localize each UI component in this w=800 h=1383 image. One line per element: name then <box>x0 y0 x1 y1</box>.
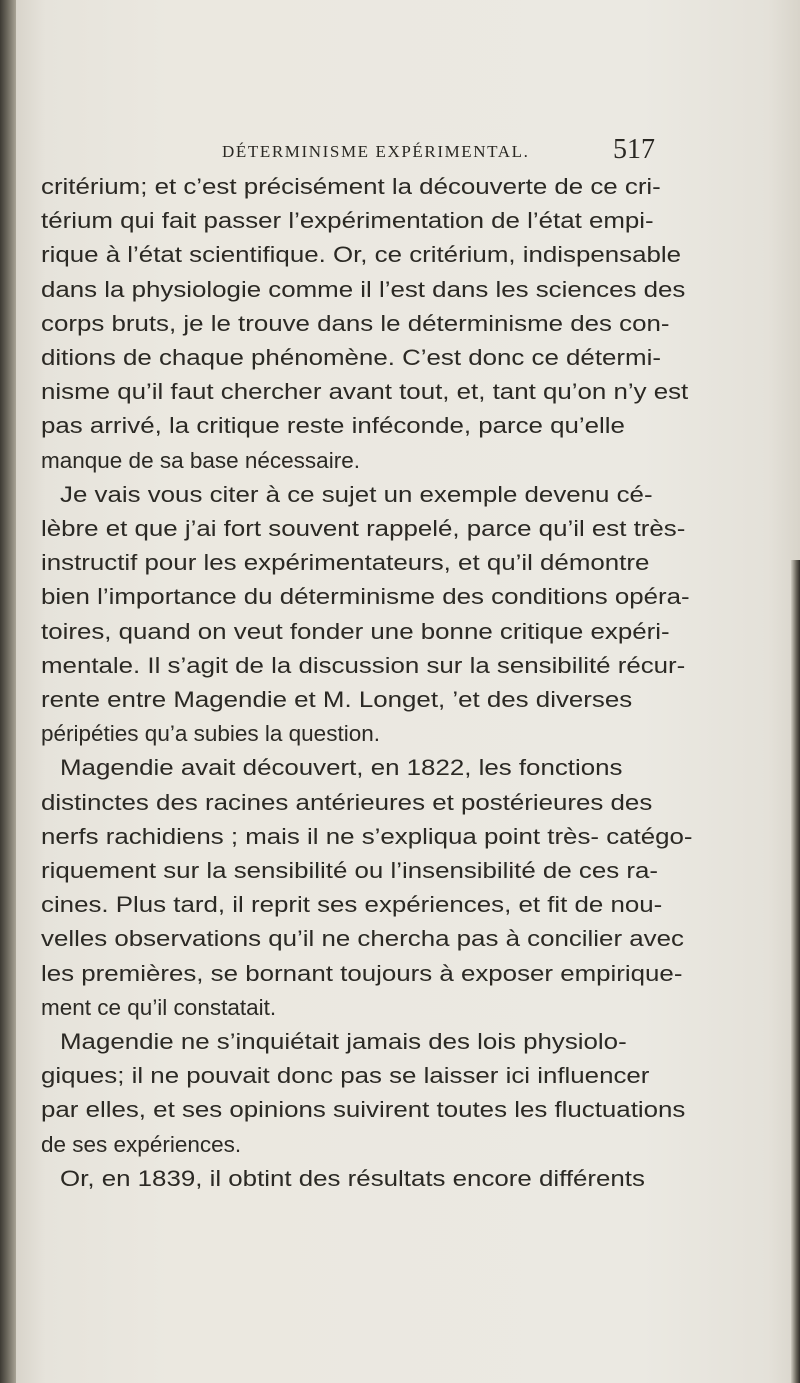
page-header <box>0 134 800 168</box>
page-number: 517 <box>613 134 655 165</box>
text-line: Je vais vous citer à ce sujet un exemple devenu cé- <box>60 481 653 507</box>
text-line: lèbre et que j’ai fort souvent rappelé, parce qu’il est très- <box>41 516 686 541</box>
text-line: corps bruts, je le trouve dans le déterminisme des con- <box>41 310 670 336</box>
text-line: ditions de chaque phénomène. C’est donc ce détermi- <box>41 345 661 370</box>
text-line: nisme qu’il faut chercher avant tout, et, tant qu’on n’y est <box>41 379 689 405</box>
binding-shadow <box>0 0 16 1383</box>
text-line: nerfs rachidiens ; mais il ne s’expliqua point très- catégo- <box>41 823 693 849</box>
text-line: Magendie ne s’inquiétait jamais des lois physiolo- <box>60 1029 627 1054</box>
text-line: bien l’importance du déterminisme des conditions opéra- <box>41 584 690 610</box>
text-line: mentale. Il s’agit de la discussion sur la sensibilité récur- <box>41 652 686 678</box>
text-line: térium qui fait passer l’expérimentation de l’état empi- <box>41 208 654 234</box>
text-line: de ses expériences. <box>41 1131 242 1157</box>
text-line: distinctes des racines antérieures et postérieures des <box>41 789 653 815</box>
text-line: ment ce qu’il constatait. <box>41 994 277 1020</box>
text-line: cines. Plus tard, il reprit ses expériences, et fit de nou- <box>41 892 663 918</box>
text-line: les premières, se bornant toujours à exposer empirique- <box>41 960 683 986</box>
text-line: instructif pour les expérimentateurs, et qu’il démontre <box>41 550 650 576</box>
text-line: toires, quand on veut fonder une bonne critique expéri- <box>41 618 670 644</box>
text-line: giques; il ne pouvait donc pas se laisser ici influencer <box>41 1063 650 1089</box>
text-line: Or, en 1839, il obtint des résultats encore différents <box>60 1165 645 1191</box>
text-line: riquement sur la sensibilité ou l’insensibilité de ces ra- <box>41 858 658 883</box>
text-line: pas arrivé, la critique reste inféconde, parce qu’elle <box>41 413 625 439</box>
text-line: Magendie avait découvert, en 1822, les fonctions <box>60 755 623 781</box>
text-line: dans la physiologie comme il l’est dans les sciences des <box>41 276 686 302</box>
text-line: velles observations qu’il ne chercha pas à concilier avec <box>41 926 684 952</box>
text-line: péripéties qu’a subies la question. <box>41 721 380 747</box>
text-line: rente entre Magendie et M. Longet, ’et des diverses <box>41 687 633 712</box>
text-line: rique à l’état scientifique. Or, ce critérium, indispensable <box>41 242 682 268</box>
text-line: critérium; et c’est précisément la découverte de ce cri- <box>41 174 661 199</box>
running-head: DÉTERMINISME EXPÉRIMENTAL. <box>222 142 530 161</box>
page-edge <box>791 560 800 1383</box>
text-line: par elles, et ses opinions suivirent toutes les fluctuations <box>41 1097 686 1123</box>
text-line: manque de sa base nécessaire. <box>41 447 360 473</box>
